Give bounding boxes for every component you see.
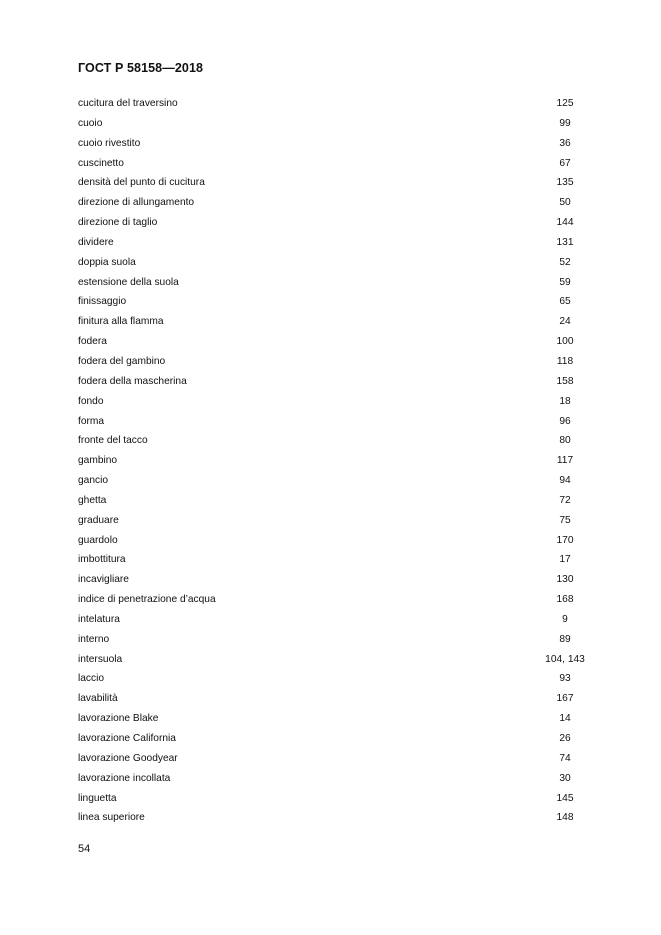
index-entry — [78, 808, 598, 828]
index-term: fodera del gambino — [78, 355, 166, 367]
index-term: linguetta — [78, 792, 117, 804]
index-term: intersuola — [78, 653, 123, 665]
index-entry — [78, 531, 598, 551]
index-entry — [78, 392, 598, 412]
index-term: guardolo — [78, 534, 118, 546]
index-page-ref: 158 — [556, 375, 574, 387]
index-entry — [78, 789, 598, 809]
index-entry — [78, 590, 598, 610]
index-page-ref: 9 — [562, 613, 568, 625]
index-term: imbottitura — [78, 554, 126, 566]
index-entry — [78, 292, 598, 312]
index-page-ref: 130 — [556, 574, 574, 586]
index-term: cuoio rivestito — [78, 137, 141, 149]
index-page-ref: 65 — [559, 296, 571, 308]
index-entry — [78, 630, 598, 650]
index-page-ref: 96 — [559, 415, 571, 427]
index-list — [78, 94, 598, 828]
document-header: ГОСТ Р 58158—2018 — [78, 61, 204, 75]
index-page-ref: 93 — [559, 673, 571, 685]
index-entry — [78, 332, 598, 352]
index-term: lavorazione California — [78, 733, 176, 744]
index-page-ref: 125 — [556, 98, 574, 109]
index-term: linea superiore — [78, 812, 145, 824]
index-term: doppia suola — [78, 256, 136, 268]
index-term: direzione di taglio — [78, 217, 158, 229]
index-page-ref: 26 — [559, 733, 571, 744]
index-page-ref: 167 — [556, 693, 574, 705]
index-page-ref: 131 — [556, 236, 574, 248]
index-entry — [78, 570, 598, 590]
index-term: graduare — [78, 514, 119, 526]
index-term: dividere — [78, 236, 114, 248]
index-entry — [78, 491, 598, 511]
index-page-ref: 14 — [559, 713, 571, 725]
index-term: gambino — [78, 455, 118, 467]
index-page-ref: 99 — [559, 117, 571, 129]
index-entry — [78, 352, 598, 372]
index-entry — [78, 94, 598, 114]
index-page-ref: 168 — [556, 594, 574, 606]
index-page-ref: 145 — [556, 792, 574, 804]
index-term: lavorazione incollata — [78, 772, 171, 784]
index-page-ref: 80 — [559, 435, 571, 447]
index-term: direzione di allungamento — [78, 197, 195, 209]
index-page-ref: 118 — [556, 355, 574, 367]
index-entry — [78, 273, 598, 293]
index-entry — [78, 471, 598, 491]
index-entry — [78, 213, 598, 233]
index-term: ghetta — [78, 494, 107, 506]
index-page-ref: 50 — [559, 197, 571, 209]
index-term: intelatura — [78, 613, 120, 625]
index-entry — [78, 372, 598, 392]
index-term: finitura alla flamma — [78, 316, 164, 328]
index-term: interno — [78, 633, 110, 645]
index-term: cuoio — [78, 117, 103, 129]
index-term: estensione della suola — [78, 276, 179, 288]
index-entry — [78, 729, 598, 749]
index-term: lavorazione Goodyear — [78, 752, 178, 764]
index-page-ref: 30 — [559, 772, 571, 784]
index-entry — [78, 114, 598, 134]
index-page-ref: 36 — [559, 137, 571, 149]
page-number: 54 — [78, 843, 91, 855]
index-term: lavabilità — [78, 693, 118, 705]
index-entry — [78, 431, 598, 451]
index-entry — [78, 412, 598, 432]
index-term: fronte del tacco — [78, 435, 148, 447]
index-term: lavorazione Blake — [78, 713, 159, 725]
index-entry — [78, 253, 598, 273]
index-page-ref: 75 — [559, 514, 571, 526]
index-entry — [78, 769, 598, 789]
index-entry — [78, 689, 598, 709]
index-term: densità del punto di cucitura — [78, 177, 205, 189]
index-page-ref: 94 — [559, 475, 571, 487]
index-entry — [78, 511, 598, 531]
index-entry — [78, 669, 598, 689]
index-entry — [78, 749, 598, 769]
index-page-ref: 17 — [559, 554, 571, 566]
index-term: cuscinetto — [78, 157, 124, 169]
index-page-ref: 74 — [559, 752, 571, 764]
index-entry — [78, 312, 598, 332]
index-entry — [78, 709, 598, 729]
index-entry — [78, 550, 598, 570]
index-term: cucitura del traversino — [78, 98, 178, 109]
index-entry — [78, 154, 598, 174]
index-page-ref: 72 — [559, 494, 571, 506]
index-entry — [78, 650, 598, 670]
index-entry — [78, 233, 598, 253]
index-page-ref: 104, 143 — [545, 653, 585, 665]
index-page-ref: 117 — [556, 455, 574, 467]
index-page-ref: 135 — [556, 177, 574, 189]
index-entry — [78, 610, 598, 630]
index-entry — [78, 451, 598, 471]
index-page-ref: 170 — [556, 534, 574, 546]
index-page-ref: 100 — [556, 336, 574, 348]
index-term: laccio — [78, 673, 105, 685]
index-term: fodera della mascherina — [78, 375, 187, 387]
index-term: finissaggio — [78, 296, 127, 308]
index-page-ref: 67 — [559, 157, 571, 169]
index-page-ref: 148 — [556, 812, 574, 824]
index-page-ref: 52 — [559, 256, 571, 268]
index-page-ref: 59 — [559, 276, 571, 288]
index-page-ref: 24 — [559, 316, 571, 328]
index-page-ref: 18 — [559, 395, 571, 407]
index-entry — [78, 173, 598, 193]
index-page-ref: 144 — [556, 217, 574, 229]
index-entry — [78, 134, 598, 154]
index-term: fondo — [78, 395, 104, 407]
index-term: gancio — [78, 475, 109, 487]
index-term: indice di penetrazione d’acqua — [78, 594, 216, 606]
index-page-ref: 89 — [559, 633, 571, 645]
index-entry — [78, 193, 598, 213]
index-term: incavigliare — [78, 574, 129, 586]
index-term: fodera — [78, 336, 107, 348]
index-term: forma — [78, 415, 105, 427]
